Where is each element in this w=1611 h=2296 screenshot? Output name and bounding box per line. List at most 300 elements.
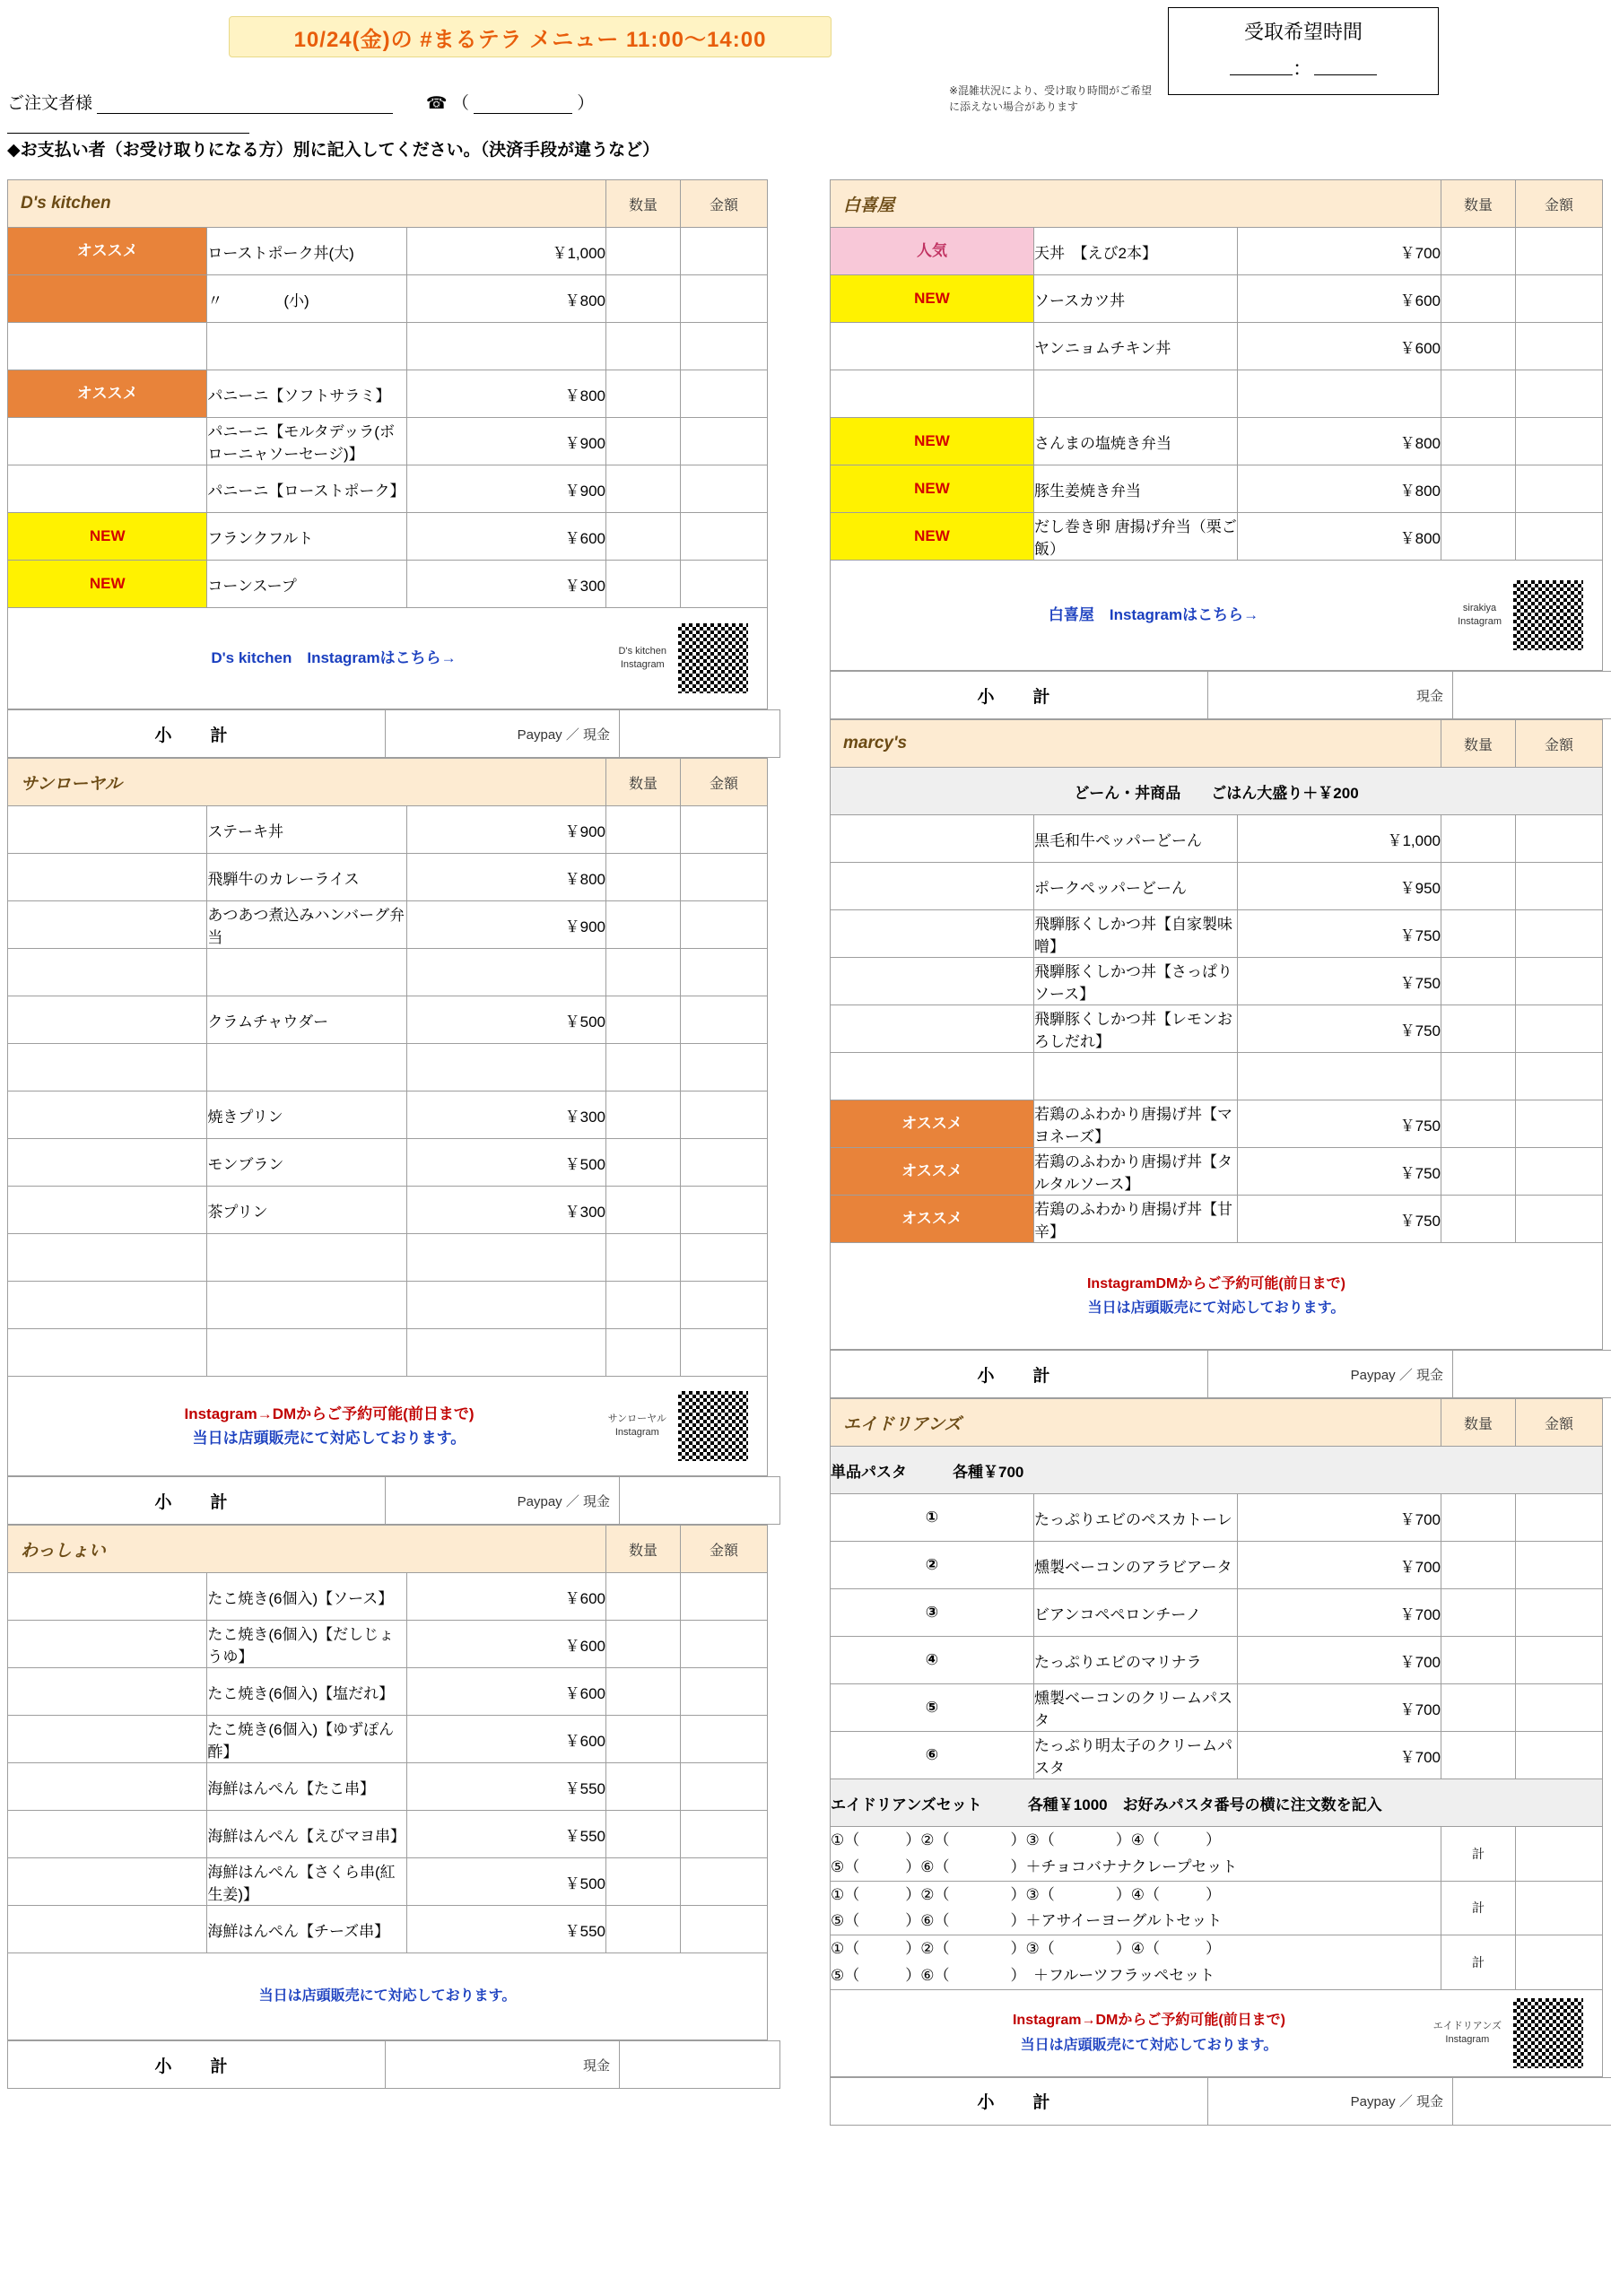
col-header-amount: 金額 xyxy=(1516,1399,1603,1447)
amount-cell[interactable] xyxy=(1516,228,1603,275)
col-header-amount: 金額 xyxy=(1516,180,1603,228)
amount-cell[interactable] xyxy=(1516,275,1603,323)
amount-cell[interactable] xyxy=(1516,1589,1603,1637)
amount-cell[interactable] xyxy=(681,1811,768,1858)
item-price: ￥600 xyxy=(406,513,605,561)
qty-cell[interactable] xyxy=(606,1282,681,1329)
item-price: ￥600 xyxy=(406,1668,605,1716)
subtotal-table-ds-kitchen xyxy=(7,709,780,758)
subtotal-value-cell[interactable] xyxy=(620,710,780,758)
table-row xyxy=(8,1139,768,1187)
qr-caption: サンローヤル Instagram xyxy=(607,1413,666,1438)
table-row xyxy=(8,949,768,996)
table-row xyxy=(8,1906,768,1953)
item-price: ￥900 xyxy=(406,418,605,465)
section-band-label: エイドリアンズセット 各種￥1000 お好みパスタ番号の横に注文数を記入 xyxy=(831,1779,1603,1827)
item-price: ￥800 xyxy=(406,370,605,418)
item-price: ￥950 xyxy=(1238,863,1441,910)
subtotal-row xyxy=(8,1477,780,1525)
amount-cell[interactable] xyxy=(681,1044,768,1091)
set-options[interactable] xyxy=(831,1935,1441,1990)
amount-cell[interactable] xyxy=(681,418,768,465)
table-row xyxy=(831,815,1603,863)
receive-time-box xyxy=(1168,7,1439,95)
subtotal-label: 小 計 xyxy=(8,710,386,758)
shop-note-line1[interactable]: InstagramDMからご予約可能(前日まで) xyxy=(1086,1275,1345,1292)
col-header-qty: 数量 xyxy=(606,1526,681,1573)
instagram-block-sirakiya xyxy=(830,561,1603,671)
qty-cell[interactable] xyxy=(1441,1637,1516,1684)
shop-note-line1[interactable]: Instagram→DMからご予約可能(前日まで) xyxy=(1012,2013,1285,2029)
item-price: ￥750 xyxy=(1238,958,1441,1005)
item-price: ￥700 xyxy=(1238,1732,1441,1779)
amount-cell[interactable] xyxy=(1516,1005,1603,1053)
shop-header-row xyxy=(831,1399,1603,1447)
item-price: ￥1,000 xyxy=(1238,815,1441,863)
item-number: ⑤ xyxy=(831,1684,1034,1732)
col-header-qty: 数量 xyxy=(1441,180,1516,228)
qty-cell[interactable] xyxy=(606,1187,681,1234)
qty-cell[interactable] xyxy=(606,323,681,370)
qty-cell[interactable] xyxy=(1441,1196,1516,1243)
qty-cell[interactable] xyxy=(606,1763,681,1811)
table-row xyxy=(8,1282,768,1329)
amount-cell[interactable] xyxy=(1516,370,1603,418)
set-line2: ⑤（ ）⑥（ ）＋アサイーヨーグルトセット xyxy=(831,1912,1223,1930)
item-price: ￥550 xyxy=(406,1811,605,1858)
qty-cell[interactable] xyxy=(1441,958,1516,1005)
amount-cell[interactable] xyxy=(1516,1637,1603,1684)
subtotal-table-adrians xyxy=(830,2077,1611,2126)
note-block-marcys xyxy=(830,1243,1603,1350)
qty-cell[interactable] xyxy=(606,1668,681,1716)
subtotal-value-cell[interactable] xyxy=(620,1477,780,1525)
table-row xyxy=(831,1732,1603,1779)
amount-cell[interactable] xyxy=(681,1573,768,1621)
item-name: フランクフルト xyxy=(207,513,406,561)
payment-method: Paypay ／ 現金 xyxy=(386,1477,620,1525)
amount-cell[interactable] xyxy=(1516,513,1603,561)
qty-cell[interactable] xyxy=(606,1234,681,1282)
col-header-amount: 金額 xyxy=(1516,720,1603,768)
item-name: コーンスープ xyxy=(207,561,406,608)
table-row xyxy=(831,323,1603,370)
qr-caption: D's kitchen Instagram xyxy=(618,646,666,670)
orderer-name-input[interactable] xyxy=(97,95,393,114)
qr-caption: エイドリアンズ Instagram xyxy=(1432,2020,1502,2045)
item-name: パニーニ【モルタデッラ(ボローニャソーセージ)】 xyxy=(207,418,406,465)
section-band-label: どーん・丼商品 ごはん大盛り＋￥200 xyxy=(831,768,1603,815)
table-row xyxy=(831,1196,1603,1243)
item-name: パニーニ【ローストポーク】 xyxy=(207,465,406,513)
amount-cell[interactable] xyxy=(681,1139,768,1187)
shop-table-sirakiya xyxy=(830,179,1603,561)
amount-cell[interactable] xyxy=(681,1716,768,1763)
payment-method: Paypay ／ 現金 xyxy=(386,710,620,758)
item-price: ￥550 xyxy=(406,1763,605,1811)
badge-new: NEW xyxy=(8,513,207,561)
shop-table-adrians xyxy=(830,1398,1603,1990)
table-row xyxy=(831,228,1603,275)
page-title: 10/24(金)の #まるテラ メニュー 11:00～14:00 xyxy=(229,16,832,57)
item-name: 海鮮はんぺん【さくら串(紅生姜)】 xyxy=(207,1858,406,1906)
amount-cell[interactable] xyxy=(681,901,768,949)
item-name: だし巻き卵 唐揚げ弁当（栗ご飯） xyxy=(1034,513,1238,561)
right-column xyxy=(830,179,1603,2126)
qty-cell[interactable] xyxy=(1441,910,1516,958)
amount-cell[interactable] xyxy=(1516,1053,1603,1100)
set-total-label: 計 xyxy=(1441,1935,1516,1990)
badge-ninki: 人気 xyxy=(831,228,1034,275)
qty-cell[interactable] xyxy=(1441,1100,1516,1148)
subtotal-value-cell[interactable] xyxy=(1453,1351,1611,1398)
amount-cell[interactable] xyxy=(1516,1881,1603,1935)
shop-table-marcys xyxy=(830,719,1603,1243)
item-price: ￥750 xyxy=(1238,1148,1441,1196)
qty-cell[interactable] xyxy=(606,806,681,854)
subtotal-value-cell[interactable] xyxy=(620,2041,780,2089)
table-row xyxy=(8,901,768,949)
amount-cell[interactable] xyxy=(1516,1100,1603,1148)
phone-area-input[interactable] xyxy=(474,95,572,114)
qty-cell[interactable] xyxy=(606,561,681,608)
instagram-note-line1[interactable]: Instagram→DMからご予約可能(前日まで) xyxy=(184,1405,475,1422)
qty-cell[interactable] xyxy=(606,1329,681,1377)
qty-cell[interactable] xyxy=(606,1858,681,1906)
qty-cell[interactable] xyxy=(1441,418,1516,465)
set-line1: ①（ ）②（ ）③（ ）④（ ） xyxy=(831,1831,1221,1848)
subtotal-row xyxy=(8,2041,780,2089)
table-row xyxy=(8,323,768,370)
subtotal-row xyxy=(831,1351,1611,1398)
set-total-label: 計 xyxy=(1441,1827,1516,1882)
qty-cell[interactable] xyxy=(1441,1005,1516,1053)
item-price: ￥700 xyxy=(1238,228,1441,275)
table-row xyxy=(8,1621,768,1668)
table-row xyxy=(831,1148,1603,1196)
table-row xyxy=(8,465,768,513)
table-row xyxy=(8,513,768,561)
qty-cell[interactable] xyxy=(606,1573,681,1621)
orderer-row xyxy=(7,90,779,134)
amount-cell[interactable] xyxy=(681,949,768,996)
qty-cell[interactable] xyxy=(1441,1732,1516,1779)
table-row xyxy=(831,1053,1603,1100)
item-price: ￥750 xyxy=(1238,1196,1441,1243)
amount-cell[interactable] xyxy=(681,275,768,323)
item-price: ￥300 xyxy=(406,1187,605,1234)
qty-cell[interactable] xyxy=(1441,275,1516,323)
subtotal-table-wasshoi xyxy=(7,2040,780,2089)
item-name: 若鶏のふわかり唐揚げ丼【タルタルソース】 xyxy=(1034,1148,1238,1196)
amount-cell[interactable] xyxy=(1516,1732,1603,1779)
table-row xyxy=(8,1044,768,1091)
amount-cell[interactable] xyxy=(1516,1827,1603,1882)
table-row xyxy=(8,1811,768,1858)
qty-cell[interactable] xyxy=(1441,815,1516,863)
qty-cell[interactable] xyxy=(606,996,681,1044)
qty-cell[interactable] xyxy=(1441,228,1516,275)
qty-cell[interactable] xyxy=(606,949,681,996)
subtotal-label: 小 計 xyxy=(8,2041,386,2089)
badge-osusume: オススメ xyxy=(831,1148,1034,1196)
amount-cell[interactable] xyxy=(681,561,768,608)
qty-cell[interactable] xyxy=(606,275,681,323)
item-price: ￥500 xyxy=(406,1139,605,1187)
amount-cell[interactable] xyxy=(681,1091,768,1139)
set-options[interactable] xyxy=(831,1827,1441,1882)
table-row xyxy=(8,275,768,323)
table-row xyxy=(8,1091,768,1139)
shop-note: 当日は店頭販売にて対応しております。 xyxy=(258,1988,517,2005)
amount-cell[interactable] xyxy=(1516,1494,1603,1542)
amount-cell[interactable] xyxy=(1516,815,1603,863)
item-name: 燻製ベーコンのアラビアータ xyxy=(1034,1542,1238,1589)
shop-name: D's kitchen xyxy=(8,180,606,228)
amount-cell[interactable] xyxy=(1516,910,1603,958)
table-row xyxy=(831,1494,1603,1542)
amount-cell[interactable] xyxy=(681,228,768,275)
amount-cell[interactable] xyxy=(1516,1684,1603,1732)
qty-cell[interactable] xyxy=(606,1906,681,1953)
qty-cell[interactable] xyxy=(1441,323,1516,370)
col-header-amount: 金額 xyxy=(681,180,768,228)
table-row xyxy=(8,996,768,1044)
badge-new: NEW xyxy=(831,465,1034,513)
shop-name: 白喜屋 xyxy=(831,180,1441,228)
amount-cell[interactable] xyxy=(681,1621,768,1668)
subtotal-row xyxy=(8,710,780,758)
table-row xyxy=(8,806,768,854)
receive-colon: ： xyxy=(1292,57,1314,80)
table-row xyxy=(831,1684,1603,1732)
amount-cell[interactable] xyxy=(681,323,768,370)
item-price: ￥800 xyxy=(406,854,605,901)
amount-cell[interactable] xyxy=(681,1282,768,1329)
item-price: ￥700 xyxy=(1238,1542,1441,1589)
subtotal-table-marcys xyxy=(830,1350,1611,1398)
qty-cell[interactable] xyxy=(1441,863,1516,910)
amount-cell[interactable] xyxy=(681,806,768,854)
amount-cell[interactable] xyxy=(681,1329,768,1377)
qty-cell[interactable] xyxy=(1441,1589,1516,1637)
amount-cell[interactable] xyxy=(1516,863,1603,910)
item-price: ￥750 xyxy=(1238,910,1441,958)
table-row xyxy=(831,465,1603,513)
badge-new: NEW xyxy=(831,418,1034,465)
table-row xyxy=(8,1187,768,1234)
amount-cell[interactable] xyxy=(681,1187,768,1234)
qty-cell[interactable] xyxy=(1441,465,1516,513)
item-price: ￥800 xyxy=(1238,465,1441,513)
amount-cell[interactable] xyxy=(681,513,768,561)
amount-cell[interactable] xyxy=(681,854,768,901)
amount-cell[interactable] xyxy=(681,465,768,513)
item-name: たこ焼き(6個入)【塩だれ】 xyxy=(207,1668,406,1716)
qty-cell[interactable] xyxy=(606,1139,681,1187)
qty-cell[interactable] xyxy=(606,513,681,561)
table-row xyxy=(831,1589,1603,1637)
left-column xyxy=(7,179,768,2089)
amount-cell[interactable] xyxy=(1516,1148,1603,1196)
phone-paren-open: （ xyxy=(451,94,469,113)
col-header-qty: 数量 xyxy=(606,180,681,228)
table-row xyxy=(831,958,1603,1005)
qty-cell[interactable] xyxy=(1441,1053,1516,1100)
table-row xyxy=(831,275,1603,323)
table-row xyxy=(8,228,768,275)
qty-cell[interactable] xyxy=(606,1811,681,1858)
badge-new: NEW xyxy=(8,561,207,608)
table-row xyxy=(8,1858,768,1906)
qr-code-icon[interactable] xyxy=(1511,578,1586,653)
item-name: たこ焼き(6個入)【だしじょうゆ】 xyxy=(207,1621,406,1668)
qr-code-icon[interactable] xyxy=(675,621,751,696)
item-name: 海鮮はんぺん【チーズ串】 xyxy=(207,1906,406,1953)
amount-cell[interactable] xyxy=(1516,465,1603,513)
subtotal-label: 小 計 xyxy=(8,1477,386,1525)
qty-cell[interactable] xyxy=(606,1621,681,1668)
qty-cell[interactable] xyxy=(1441,1148,1516,1196)
subtotal-value-cell[interactable] xyxy=(1453,2077,1611,2125)
set-row xyxy=(831,1827,1603,1882)
qty-cell[interactable] xyxy=(1441,513,1516,561)
item-name: ステーキ丼 xyxy=(207,806,406,854)
badge-osusume xyxy=(8,275,207,323)
amount-cell[interactable] xyxy=(681,1858,768,1906)
table-row xyxy=(831,370,1603,418)
badge-new: NEW xyxy=(831,513,1034,561)
set-total-label: 計 xyxy=(1441,1881,1516,1935)
receive-time-note: ※混雑状況により、受け取り時間がご希望に添えない場合があります xyxy=(949,84,1153,113)
item-name: 焼きプリン xyxy=(207,1091,406,1139)
qty-cell[interactable] xyxy=(606,465,681,513)
col-header-amount: 金額 xyxy=(681,1526,768,1573)
amount-cell[interactable] xyxy=(681,1234,768,1282)
amount-cell[interactable] xyxy=(681,1763,768,1811)
shop-header-row xyxy=(831,180,1603,228)
item-name: パニーニ【ソフトサラミ】 xyxy=(207,370,406,418)
section-band-adrians-set xyxy=(831,1779,1603,1827)
amount-cell[interactable] xyxy=(1516,958,1603,1005)
phone-number-input[interactable] xyxy=(7,115,249,134)
qty-cell[interactable] xyxy=(606,228,681,275)
item-name: 若鶏のふわかり唐揚げ丼【甘辛】 xyxy=(1034,1196,1238,1243)
item-price: ￥550 xyxy=(406,1906,605,1953)
set-options[interactable] xyxy=(831,1881,1441,1935)
table-row xyxy=(831,513,1603,561)
item-price: ￥700 xyxy=(1238,1637,1441,1684)
item-name: 燻製ベーコンのクリームパスタ xyxy=(1034,1684,1238,1732)
subtotal-value-cell[interactable] xyxy=(1453,672,1611,719)
amount-cell[interactable] xyxy=(681,370,768,418)
subtotal-label: 小 計 xyxy=(831,672,1208,719)
item-name: 茶プリン xyxy=(207,1187,406,1234)
instagram-link-text[interactable]: D's kitchen Instagramはこちら→ xyxy=(211,649,457,667)
qty-cell[interactable] xyxy=(606,901,681,949)
shop-name: わっしょい xyxy=(8,1526,606,1573)
amount-cell[interactable] xyxy=(681,1906,768,1953)
amount-cell[interactable] xyxy=(1516,1542,1603,1589)
qty-cell[interactable] xyxy=(606,1091,681,1139)
table-row xyxy=(8,1668,768,1716)
item-name: 〃 (小) xyxy=(207,275,406,323)
subtotal-row xyxy=(831,2077,1611,2125)
qty-cell[interactable] xyxy=(1441,370,1516,418)
phone-icon: ☎ xyxy=(425,94,448,113)
table-row xyxy=(831,1100,1603,1148)
col-header-qty: 数量 xyxy=(606,759,681,806)
amount-cell[interactable] xyxy=(681,1668,768,1716)
qr-code-icon[interactable] xyxy=(675,1388,751,1464)
item-name: 飛騨牛のカレーライス xyxy=(207,854,406,901)
item-price: ￥900 xyxy=(406,901,605,949)
qty-cell[interactable] xyxy=(1441,1542,1516,1589)
item-price: ￥500 xyxy=(406,1858,605,1906)
set-row xyxy=(831,1935,1603,1990)
col-header-amount: 金額 xyxy=(681,759,768,806)
instagram-link-text[interactable]: 白喜屋 Instagramはこちら→ xyxy=(1048,606,1259,624)
section-band-marcys xyxy=(831,768,1603,815)
qr-caption: sirakiya Instagram xyxy=(1458,603,1502,627)
phone-paren-close: ） xyxy=(577,94,595,113)
note-block-wasshoi xyxy=(7,1953,768,2040)
shop-header-row xyxy=(8,1526,768,1573)
shop-table-ds-kitchen xyxy=(7,179,768,608)
table-row xyxy=(831,863,1603,910)
item-price: ￥1,000 xyxy=(406,228,605,275)
item-number: ④ xyxy=(831,1637,1034,1684)
item-name: ヤンニョムチキン丼 xyxy=(1034,323,1238,370)
qty-cell[interactable] xyxy=(606,1716,681,1763)
table-row xyxy=(8,1329,768,1377)
amount-cell[interactable] xyxy=(681,996,768,1044)
qty-cell[interactable] xyxy=(606,854,681,901)
amount-cell[interactable] xyxy=(1516,1196,1603,1243)
set-line2: ⑤（ ）⑥（ ）＋チョコバナナクレープセット xyxy=(831,1857,1238,1875)
table-row xyxy=(8,1763,768,1811)
qty-cell[interactable] xyxy=(606,418,681,465)
shop-header-row xyxy=(8,759,768,806)
item-name: 若鶏のふわかり唐揚げ丼【マヨネーズ】 xyxy=(1034,1100,1238,1148)
qr-code-icon[interactable] xyxy=(1511,1996,1586,2071)
item-price: ￥900 xyxy=(406,465,605,513)
badge-osusume: オススメ xyxy=(831,1100,1034,1148)
qty-cell[interactable] xyxy=(606,1044,681,1091)
shop-name: サンローヤル xyxy=(8,759,606,806)
instagram-note-line2: 当日は店頭販売にて対応しております。 xyxy=(192,1430,466,1447)
shop-table-sun-royal xyxy=(7,758,768,1377)
payer-note: ◆お支払い者（お受け取りになる方）別に記入してください。（決済手段が違うなど） xyxy=(7,141,660,160)
item-price: ￥700 xyxy=(1238,1684,1441,1732)
table-row xyxy=(8,418,768,465)
table-row xyxy=(8,1716,768,1763)
amount-cell[interactable] xyxy=(1516,323,1603,370)
receive-time-input[interactable] xyxy=(1230,54,1377,82)
item-number: ③ xyxy=(831,1589,1034,1637)
qty-cell[interactable] xyxy=(1441,1494,1516,1542)
item-name: 海鮮はんぺん【たこ串】 xyxy=(207,1763,406,1811)
qty-cell[interactable] xyxy=(1441,1684,1516,1732)
section-band-label: 単品パスタ 各種￥700 xyxy=(831,1447,1603,1494)
amount-cell[interactable] xyxy=(1516,1935,1603,1990)
item-price: ￥700 xyxy=(1238,1494,1441,1542)
subtotal-label: 小 計 xyxy=(831,2077,1208,2125)
badge-new: NEW xyxy=(831,275,1034,323)
amount-cell[interactable] xyxy=(1516,418,1603,465)
qty-cell[interactable] xyxy=(606,370,681,418)
payment-method: Paypay ／ 現金 xyxy=(1208,2077,1453,2125)
